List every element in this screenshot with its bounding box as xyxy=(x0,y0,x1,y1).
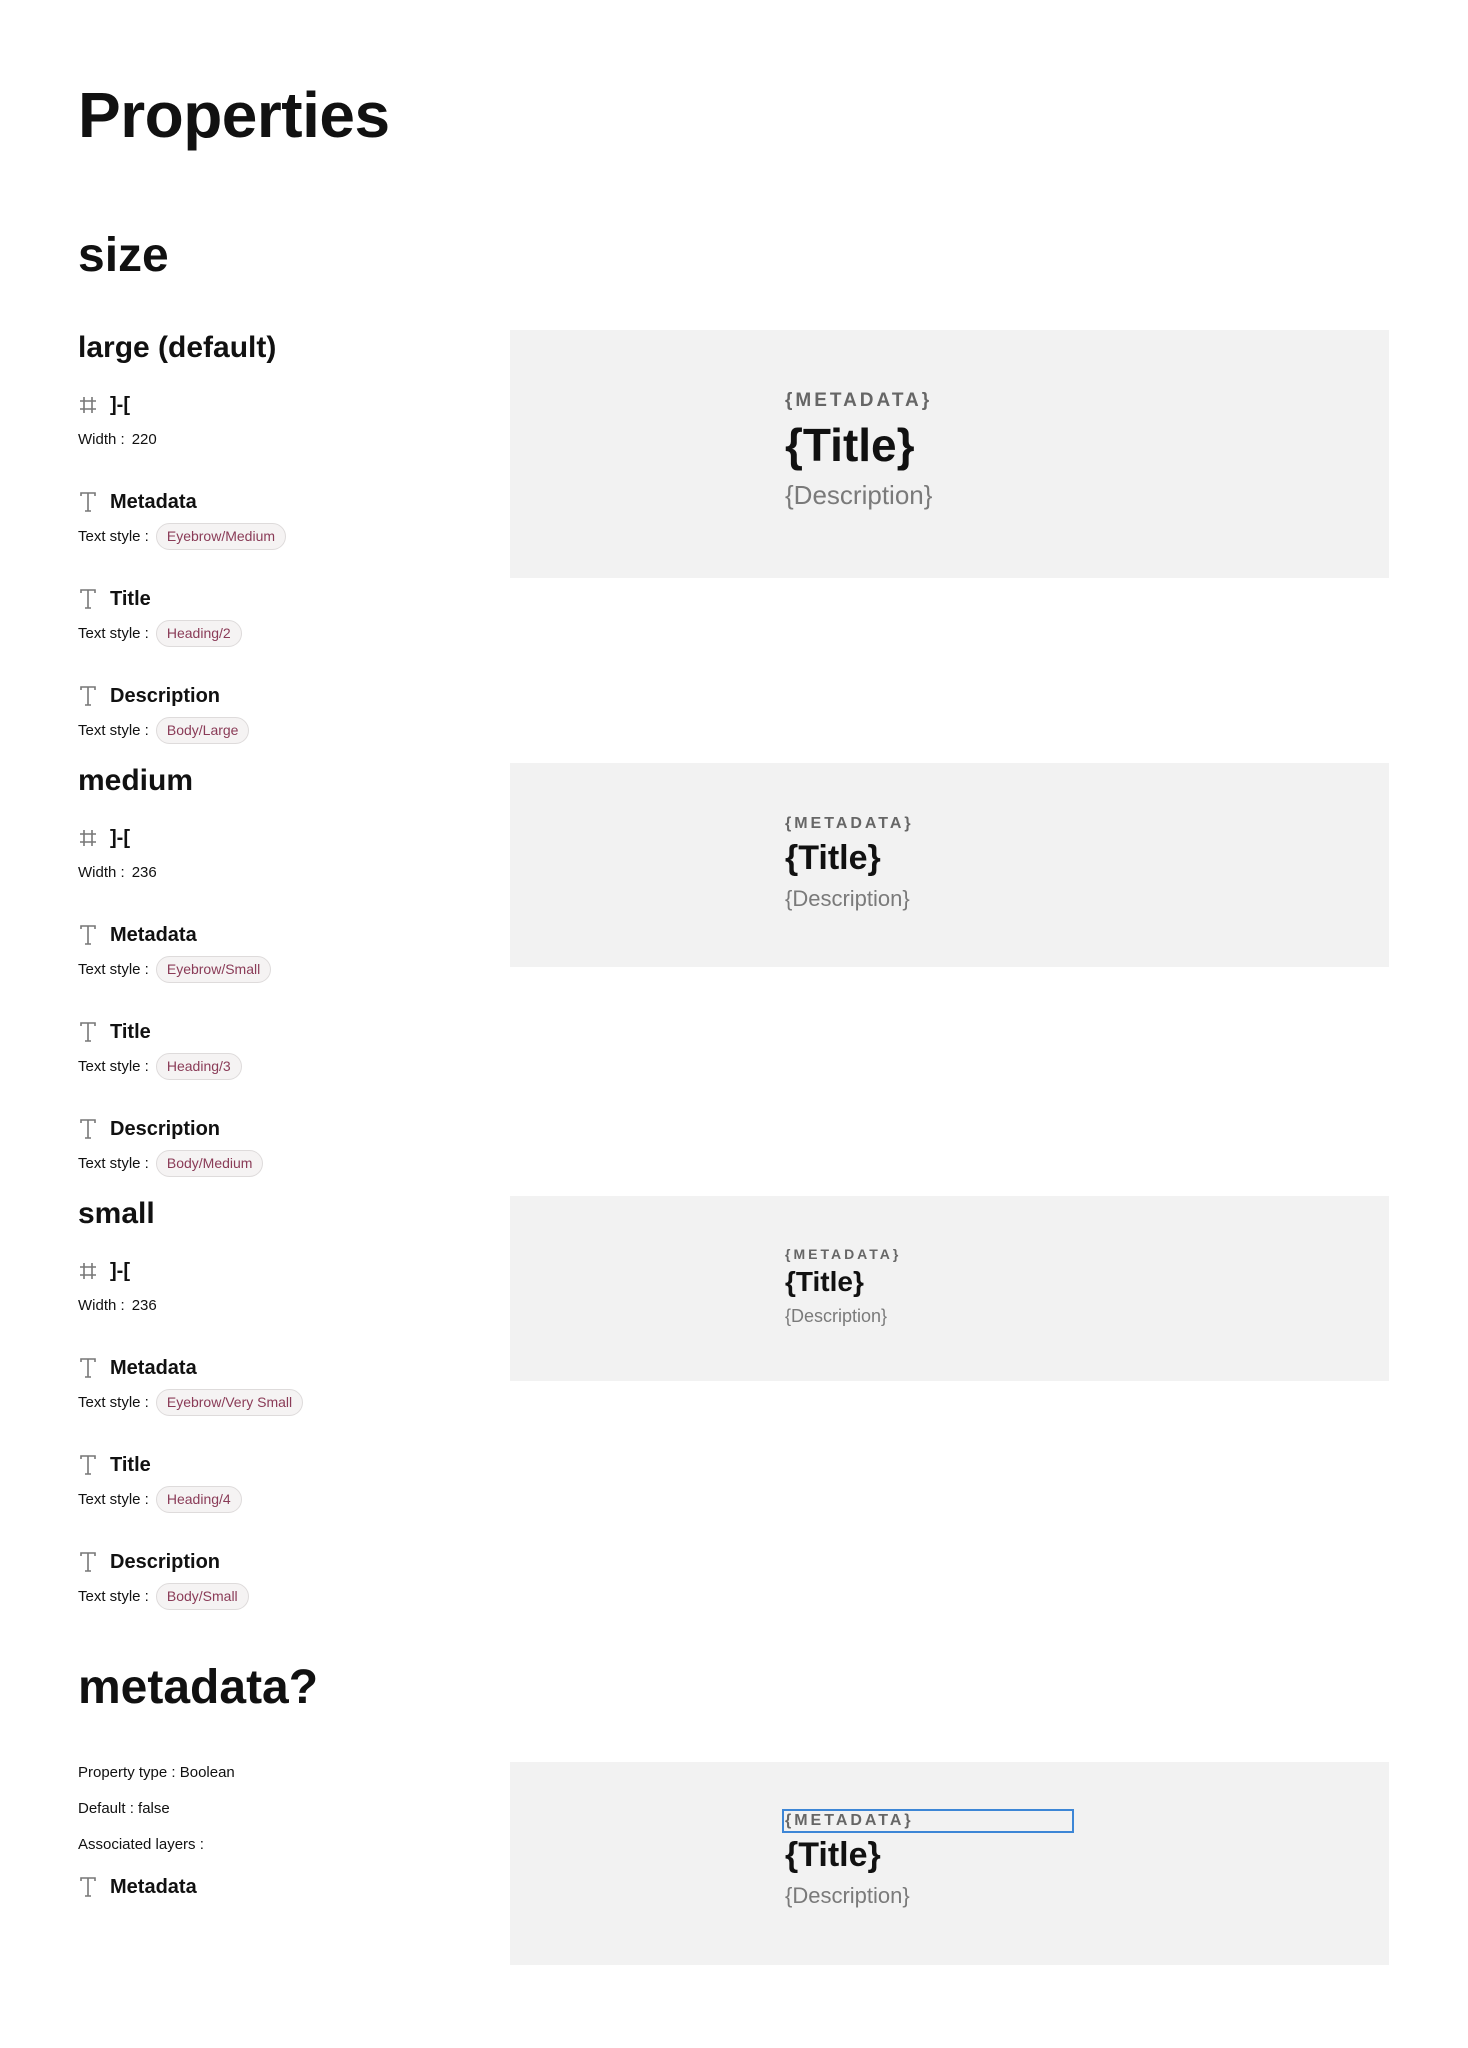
text-style-tag[interactable]: Body/Medium xyxy=(156,1150,264,1177)
text-layer-icon xyxy=(78,1117,98,1141)
text-layer-icon xyxy=(78,1356,98,1380)
property-type-label: Property type : xyxy=(78,1764,176,1781)
preview-small xyxy=(510,1196,1389,1381)
preview-metadata: {METADATA} xyxy=(785,390,933,411)
preview-medium xyxy=(510,763,1389,967)
associated-layer-name: Metadata xyxy=(110,1875,197,1898)
layer-name: Metadata xyxy=(110,923,197,946)
layer-name: Description xyxy=(110,684,221,707)
preview-title: {Title} xyxy=(785,1836,881,1874)
layer-title xyxy=(78,1017,478,1080)
variant-title: small xyxy=(78,1197,155,1230)
associated-layers-label: Associated layers : xyxy=(78,1836,204,1853)
width-value: 236 xyxy=(131,1296,157,1314)
text-style-label: Text style : xyxy=(78,624,149,642)
text-style-tag[interactable]: Body/Large xyxy=(156,717,250,744)
text-layer-icon xyxy=(78,1453,98,1477)
preview-title: {Title} xyxy=(785,839,881,877)
text-style-label: Text style : xyxy=(78,1587,149,1605)
variant-medium xyxy=(78,763,478,1211)
hash-frame-icon xyxy=(78,1259,98,1283)
frame-property xyxy=(78,390,478,453)
text-style-label: Text style : xyxy=(78,1393,149,1411)
default-row xyxy=(78,1800,235,1820)
layer-description xyxy=(78,1114,478,1177)
section-title-metadata: metadata? xyxy=(78,1661,319,1714)
hash-frame-icon xyxy=(78,393,98,417)
text-layer-icon xyxy=(78,684,98,708)
preview-description: {Description} xyxy=(785,480,933,510)
preview-description: {Description} xyxy=(785,1306,888,1326)
layer-name: Description xyxy=(110,1550,221,1573)
hash-frame-icon xyxy=(78,826,98,850)
text-layer-icon xyxy=(78,587,98,611)
width-value: 220 xyxy=(131,430,157,448)
text-layer-icon xyxy=(78,1550,98,1574)
layer-description xyxy=(78,681,478,744)
property-type-value: Boolean xyxy=(179,1764,235,1781)
frame-property xyxy=(78,1256,478,1319)
preview-card[interactable] xyxy=(785,1246,901,1327)
text-style-label: Text style : xyxy=(78,721,149,739)
preview-metadata-toggle xyxy=(510,1762,1389,1965)
text-layer-icon xyxy=(78,923,98,947)
preview-metadata-selected[interactable]: {METADATA} xyxy=(785,1812,1071,1830)
text-style-label: Text style : xyxy=(78,1057,149,1075)
text-style-tag[interactable]: Heading/4 xyxy=(156,1486,242,1513)
text-style-tag[interactable]: Body/Small xyxy=(156,1583,249,1610)
text-style-tag[interactable]: Eyebrow/Very Small xyxy=(156,1389,303,1416)
page-title: Properties xyxy=(78,79,390,151)
text-style-tag[interactable]: Heading/3 xyxy=(156,1053,242,1080)
default-value: false xyxy=(138,1800,170,1817)
preview-card[interactable] xyxy=(785,390,932,511)
frame-glyph: ]-[ xyxy=(110,393,130,416)
text-layer-icon xyxy=(78,1875,98,1899)
text-style-label: Text style : xyxy=(78,960,149,978)
variant-small xyxy=(78,1196,478,1644)
preview-description: {Description} xyxy=(785,886,910,911)
layer-title xyxy=(78,584,478,647)
layer-name: Metadata xyxy=(110,490,197,513)
layer-name: Title xyxy=(110,1453,151,1476)
text-layer-icon xyxy=(78,490,98,514)
preview-metadata: {METADATA} xyxy=(785,815,914,832)
text-layer-icon xyxy=(78,1020,98,1044)
layer-metadata xyxy=(78,487,478,550)
associated-layers-row xyxy=(78,1836,235,1856)
variant-title: medium xyxy=(78,764,194,797)
property-type-row xyxy=(78,1764,235,1784)
layer-metadata xyxy=(78,920,478,983)
default-label: Default : xyxy=(78,1800,134,1817)
width-label: Width : xyxy=(78,863,125,881)
width-label: Width : xyxy=(78,430,125,448)
section-title-size: size xyxy=(78,229,169,282)
text-style-label: Text style : xyxy=(78,1490,149,1508)
frame-property xyxy=(78,823,478,886)
width-value: 236 xyxy=(131,863,157,881)
text-style-tag[interactable]: Heading/2 xyxy=(156,620,242,647)
layer-name: Title xyxy=(110,587,151,610)
preview-large xyxy=(510,330,1389,578)
layer-description xyxy=(78,1547,478,1610)
text-style-tag[interactable]: Eyebrow/Small xyxy=(156,956,271,983)
layer-metadata xyxy=(78,1353,478,1416)
text-style-label: Text style : xyxy=(78,527,149,545)
metadata-property-info xyxy=(78,1764,235,1902)
frame-glyph: ]-[ xyxy=(110,1259,130,1282)
layer-name: Title xyxy=(110,1020,151,1043)
text-style-tag[interactable]: Eyebrow/Medium xyxy=(156,523,286,550)
associated-layer xyxy=(78,1872,235,1902)
preview-card[interactable] xyxy=(785,815,914,912)
variant-large xyxy=(78,330,478,778)
frame-glyph: ]-[ xyxy=(110,826,130,849)
layer-title xyxy=(78,1450,478,1513)
text-style-label: Text style : xyxy=(78,1154,149,1172)
layer-name: Description xyxy=(110,1117,221,1140)
variant-title: large (default) xyxy=(78,331,277,364)
preview-title: {Title} xyxy=(785,419,915,471)
layer-name: Metadata xyxy=(110,1356,197,1379)
preview-title: {Title} xyxy=(785,1266,864,1297)
preview-card[interactable] xyxy=(785,1812,1071,1909)
width-label: Width : xyxy=(78,1296,125,1314)
preview-description: {Description} xyxy=(785,1883,910,1908)
preview-metadata: {METADATA} xyxy=(785,1246,902,1262)
